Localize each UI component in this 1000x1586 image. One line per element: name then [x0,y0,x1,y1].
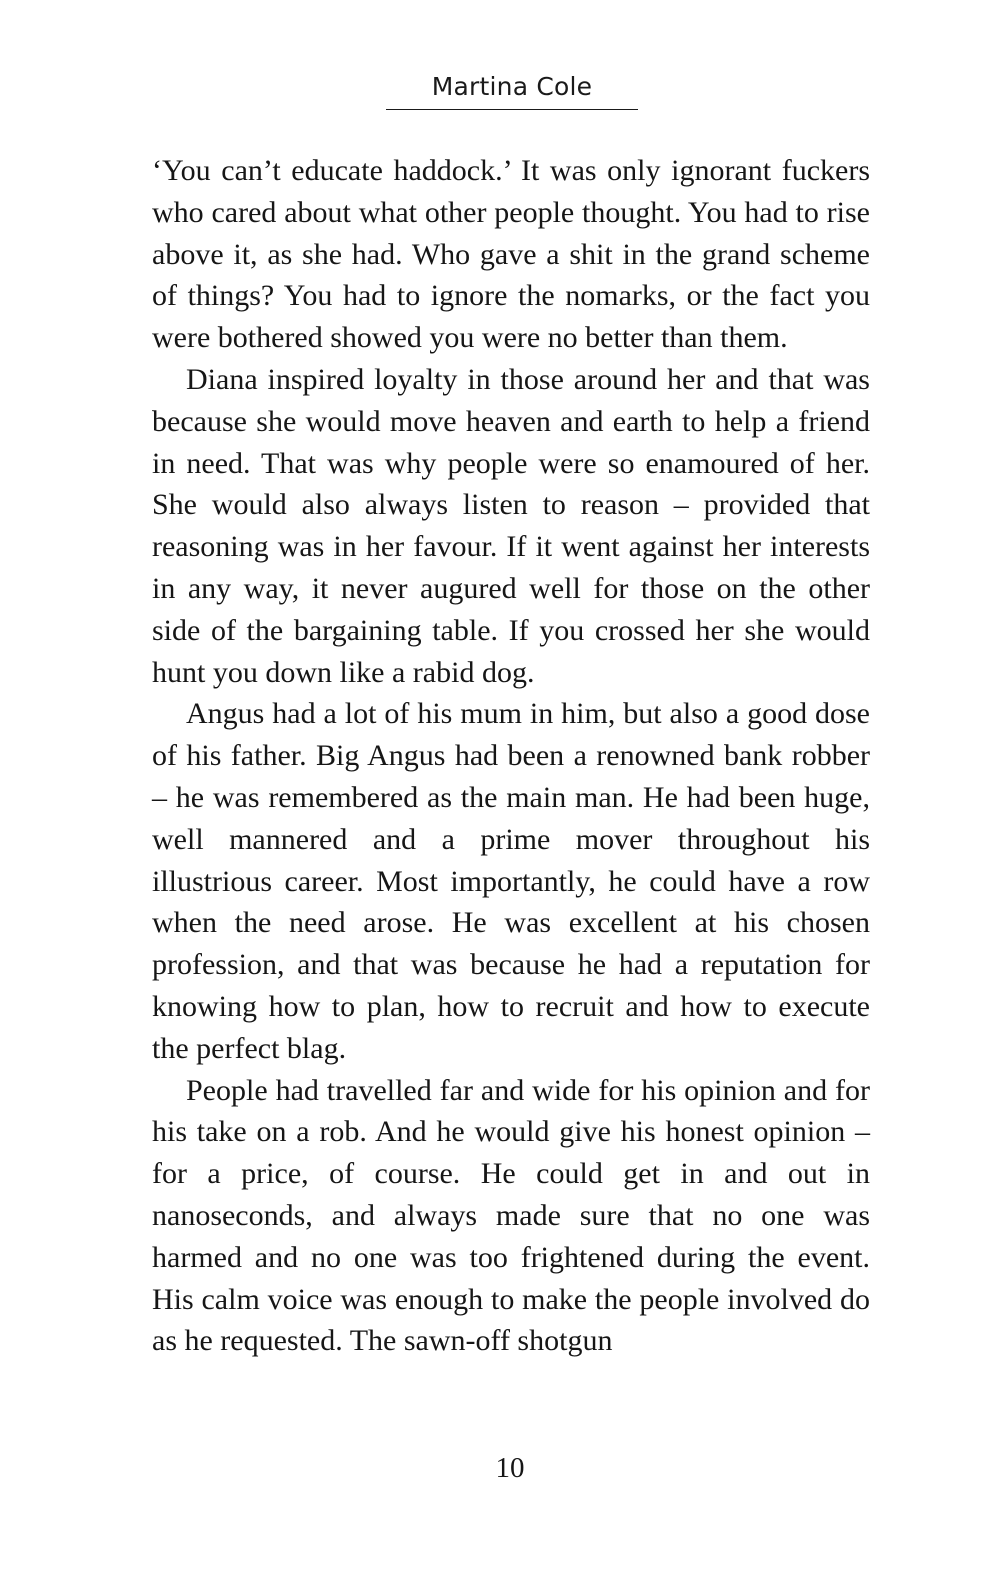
paragraph-4: People had travelled far and wide for his opinion and for his take on a rob. And he would give his honest opinion – for a price, of course. He could get in and out in nanoseconds, and always made sure that no one was harmed and no one was too frightened during the event. His calm voice was enough to make the people involved do as he requested. The sawn-off shotgun [152,1073,870,1358]
paragraph-3: Angus had a lot of his mum in him, but also a good dose of his father. Big Angus had been a renowned bank robber – he was remembered as the main man. He had been huge, well mannered and a prime mover throughout his illustrious career. Most importantly, he could have a row when the need arose. He was excellent at his chosen profession, and that was because he had a reputation for knowing how to plan, how to recruit and how to execute the perfect blag. [152,697,870,1065]
page-number: 10 [495,1452,525,1484]
paragraph-2: Diana inspired loyalty in those around her and that was because she would move heaven and earth to help a friend in need. That was why people were so enamoured of her. She would also always listen to reason – provided that reasoning was in her favour. If it went against her interests in any way, it never augured well for those on the other side of the bargaining table. If you crossed her she would hunt you down like a rabid dog. [152,362,870,689]
body-text [152,150,870,1362]
running-header: Martina Cole [431,72,593,101]
header-rule [386,109,638,110]
paragraph-1: ‘You can’t educate haddock.’ It was only ignorant fuckers who cared about what other people thought. You had to rise above it, as she had. Who gave a shit in the grand scheme of things? You had to ignore the nomarks, or the fact you were bothered showed you were no better than them. [152,154,870,355]
